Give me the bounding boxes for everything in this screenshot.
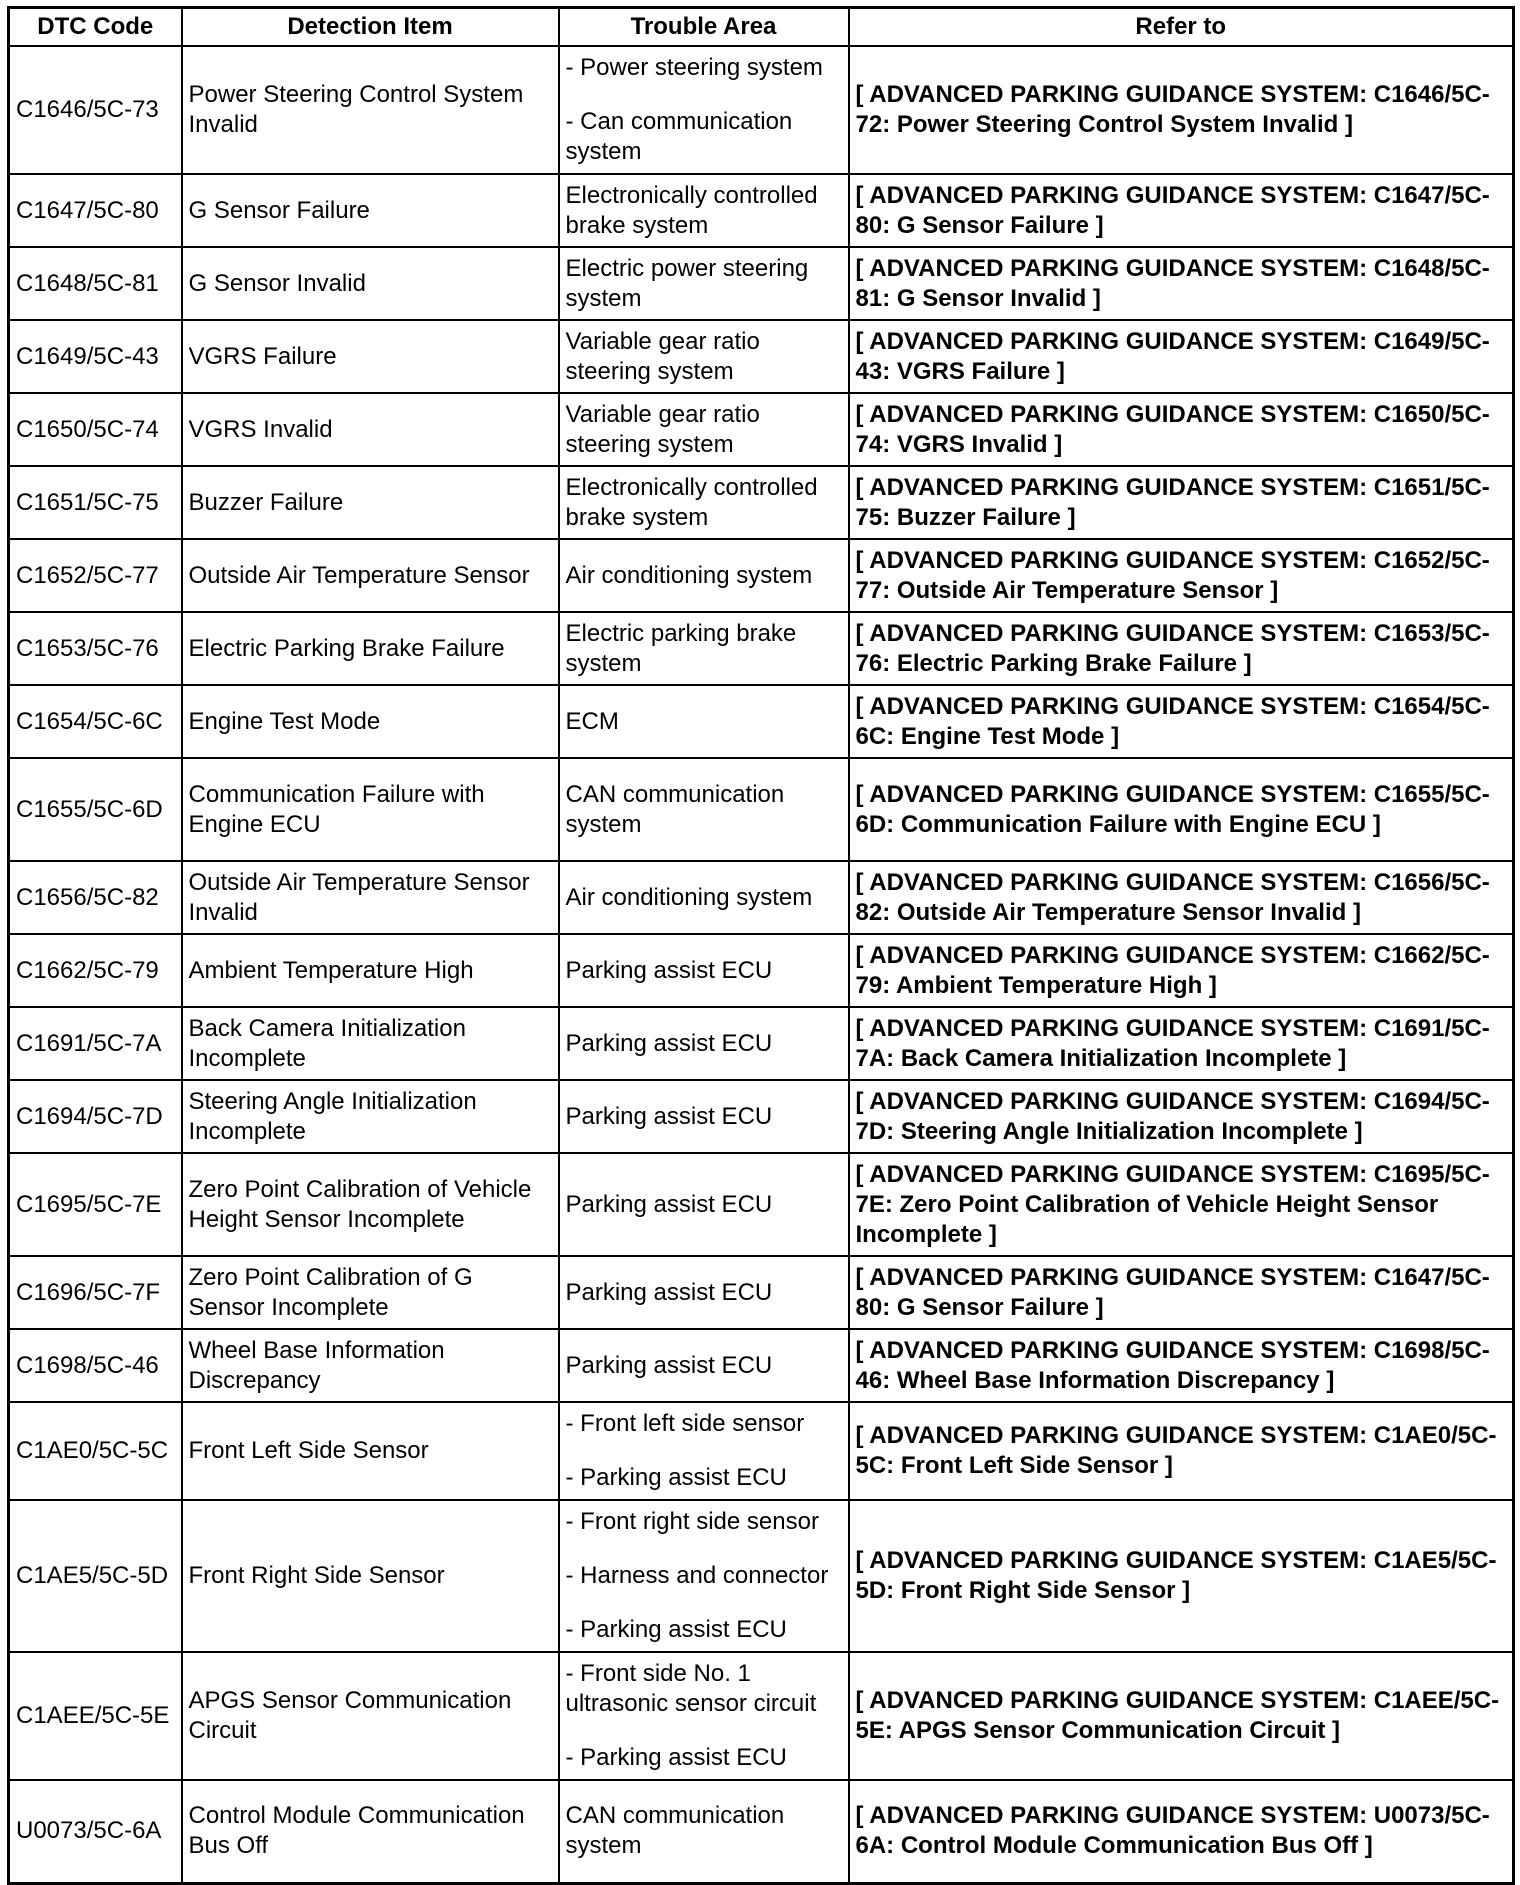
- detection-item-cell: Back Camera Initialization Incomplete: [182, 1007, 559, 1080]
- dtc-code-cell: C1AE5/5C-5D: [9, 1500, 182, 1652]
- refer-to-cell: [ ADVANCED PARKING GUIDANCE SYSTEM: C1662/5C-79: Ambient Temperature High ]: [849, 934, 1514, 1007]
- trouble-area-item: Parking assist ECU: [565, 1029, 773, 1057]
- detection-item-cell: Communication Failure with Engine ECU: [182, 758, 559, 861]
- table-row: [9, 247, 1514, 320]
- refer-to-cell: [ ADVANCED PARKING GUIDANCE SYSTEM: C1695/5C-7E: Zero Point Calibration of Vehicle Height Sensor Incomplete ]: [849, 1153, 1514, 1256]
- trouble-area-cell: [559, 46, 849, 174]
- dtc-code-cell: C1662/5C-79: [9, 934, 182, 1007]
- table-row: [9, 1007, 1514, 1080]
- dtc-code-cell: C1654/5C-6C: [9, 685, 182, 758]
- table-row: [9, 1080, 1514, 1153]
- trouble-area-item: Electric parking brake system: [565, 619, 797, 677]
- detection-item-cell: Electric Parking Brake Failure: [182, 612, 559, 685]
- table-row: [9, 758, 1514, 861]
- trouble-area-cell: [559, 1500, 849, 1652]
- detection-item-cell: Buzzer Failure: [182, 466, 559, 539]
- dtc-code-cell: C1650/5C-74: [9, 393, 182, 466]
- trouble-area-cell: [559, 1007, 849, 1080]
- dtc-code-cell: C1AE0/5C-5C: [9, 1402, 182, 1500]
- refer-to-cell: [ ADVANCED PARKING GUIDANCE SYSTEM: U0073/5C-6A: Control Module Communication Bus Off ]: [849, 1780, 1514, 1883]
- table-row: [9, 539, 1514, 612]
- trouble-area-cell: [559, 1402, 849, 1500]
- table-row: [9, 1329, 1514, 1402]
- refer-to-cell: [ ADVANCED PARKING GUIDANCE SYSTEM: C1654/5C-6C: Engine Test Mode ]: [849, 685, 1514, 758]
- trouble-area-cell: [559, 1080, 849, 1153]
- trouble-area-item: - Parking assist ECU: [565, 1464, 787, 1491]
- header-dtc-code: DTC Code: [9, 8, 182, 47]
- trouble-area-item: Air conditioning system: [565, 883, 813, 911]
- table-header: [9, 8, 1514, 47]
- dtc-code-cell: C1AEE/5C-5E: [9, 1652, 182, 1780]
- trouble-area-item: - Front right side sensor: [565, 1508, 819, 1535]
- dtc-code-cell: C1651/5C-75: [9, 466, 182, 539]
- trouble-area-item: - Front left side sensor: [565, 1410, 805, 1437]
- trouble-area-item: Parking assist ECU: [565, 1102, 773, 1130]
- refer-to-cell: [ ADVANCED PARKING GUIDANCE SYSTEM: C1655/5C-6D: Communication Failure with Engine ECU ]: [849, 758, 1514, 861]
- trouble-area-cell: [559, 466, 849, 539]
- trouble-area-cell: [559, 612, 849, 685]
- table-body: [9, 46, 1514, 1883]
- trouble-area-item: Variable gear ratio steering system: [565, 400, 760, 458]
- table-row: [9, 612, 1514, 685]
- detection-item-cell: VGRS Invalid: [182, 393, 559, 466]
- refer-to-cell: [ ADVANCED PARKING GUIDANCE SYSTEM: C1648/5C-81: G Sensor Invalid ]: [849, 247, 1514, 320]
- refer-to-cell: [ ADVANCED PARKING GUIDANCE SYSTEM: C1649/5C-43: VGRS Failure ]: [849, 320, 1514, 393]
- dtc-code-cell: C1647/5C-80: [9, 174, 182, 247]
- refer-to-cell: [ ADVANCED PARKING GUIDANCE SYSTEM: C1651/5C-75: Buzzer Failure ]: [849, 466, 1514, 539]
- header-trouble-area: Trouble Area: [559, 8, 849, 47]
- refer-to-cell: [ ADVANCED PARKING GUIDANCE SYSTEM: C1647/5C-80: G Sensor Failure ]: [849, 174, 1514, 247]
- detection-item-cell: VGRS Failure: [182, 320, 559, 393]
- trouble-area-cell: [559, 1652, 849, 1780]
- trouble-area-cell: [559, 934, 849, 1007]
- detection-item-cell: Steering Angle Initialization Incomplete: [182, 1080, 559, 1153]
- trouble-area-item: - Harness and connector: [565, 1562, 829, 1589]
- detection-item-cell: Wheel Base Information Discrepancy: [182, 1329, 559, 1402]
- refer-to-cell: [ ADVANCED PARKING GUIDANCE SYSTEM: C1647/5C-80: G Sensor Failure ]: [849, 1256, 1514, 1329]
- table-row: [9, 1256, 1514, 1329]
- table-row: [9, 1780, 1514, 1883]
- header-refer-to: Refer to: [849, 8, 1514, 47]
- detection-item-cell: Engine Test Mode: [182, 685, 559, 758]
- trouble-area-item: - Parking assist ECU: [565, 1744, 787, 1771]
- trouble-area-item: Electronically controlled brake system: [565, 473, 818, 531]
- refer-to-cell: [ ADVANCED PARKING GUIDANCE SYSTEM: C1691/5C-7A: Back Camera Initialization Incomplete ]: [849, 1007, 1514, 1080]
- trouble-area-item: Electronically controlled brake system: [565, 181, 818, 239]
- header-row: [9, 8, 1514, 47]
- detection-item-cell: Control Module Communication Bus Off: [182, 1780, 559, 1883]
- table-row: [9, 1153, 1514, 1256]
- trouble-area-cell: [559, 685, 849, 758]
- dtc-code-cell: C1694/5C-7D: [9, 1080, 182, 1153]
- trouble-area-cell: [559, 1153, 849, 1256]
- trouble-area-cell: [559, 539, 849, 612]
- refer-to-cell: [ ADVANCED PARKING GUIDANCE SYSTEM: C1AEE/5C-5E: APGS Sensor Communication Circuit ]: [849, 1652, 1514, 1780]
- trouble-area-cell: [559, 393, 849, 466]
- trouble-area-cell: [559, 174, 849, 247]
- header-detection-item: Detection Item: [182, 8, 559, 47]
- trouble-area-item: Parking assist ECU: [565, 1190, 773, 1218]
- detection-item-cell: APGS Sensor Communication Circuit: [182, 1652, 559, 1780]
- trouble-area-cell: [559, 861, 849, 934]
- refer-to-cell: [ ADVANCED PARKING GUIDANCE SYSTEM: C1AE5/5C-5D: Front Right Side Sensor ]: [849, 1500, 1514, 1652]
- trouble-area-item: CAN communication system: [565, 1802, 785, 1860]
- table-row: [9, 861, 1514, 934]
- trouble-area-item: - Front side No. 1 ultrasonic sensor circuit: [565, 1660, 817, 1717]
- table-row: [9, 934, 1514, 1007]
- refer-to-cell: [ ADVANCED PARKING GUIDANCE SYSTEM: C1650/5C-74: VGRS Invalid ]: [849, 393, 1514, 466]
- dtc-table: [7, 6, 1515, 1885]
- trouble-area-cell: [559, 247, 849, 320]
- dtc-code-cell: C1653/5C-76: [9, 612, 182, 685]
- trouble-area-item: CAN communication system: [565, 780, 785, 838]
- trouble-area-item: Electric power steering system: [565, 254, 809, 312]
- table-row: [9, 393, 1514, 466]
- dtc-code-cell: C1648/5C-81: [9, 247, 182, 320]
- trouble-area-item: - Power steering system: [565, 54, 823, 81]
- detection-item-cell: Power Steering Control System Invalid: [182, 46, 559, 174]
- detection-item-cell: G Sensor Invalid: [182, 247, 559, 320]
- trouble-area-item: - Parking assist ECU: [565, 1616, 787, 1643]
- trouble-area-item: - Can communication system: [565, 108, 793, 165]
- table-row: [9, 320, 1514, 393]
- table-row: [9, 685, 1514, 758]
- trouble-area-cell: [559, 320, 849, 393]
- table-row: [9, 46, 1514, 174]
- table-row: [9, 1402, 1514, 1500]
- detection-item-cell: Zero Point Calibration of G Sensor Incomplete: [182, 1256, 559, 1329]
- trouble-area-item: Parking assist ECU: [565, 1278, 773, 1306]
- dtc-code-cell: U0073/5C-6A: [9, 1780, 182, 1883]
- trouble-area-cell: [559, 1780, 849, 1883]
- dtc-code-cell: C1649/5C-43: [9, 320, 182, 393]
- refer-to-cell: [ ADVANCED PARKING GUIDANCE SYSTEM: C1646/5C-72: Power Steering Control System Invalid ]: [849, 46, 1514, 174]
- detection-item-cell: Ambient Temperature High: [182, 934, 559, 1007]
- dtc-code-cell: C1696/5C-7F: [9, 1256, 182, 1329]
- detection-item-cell: Front Right Side Sensor: [182, 1500, 559, 1652]
- refer-to-cell: [ ADVANCED PARKING GUIDANCE SYSTEM: C1AE0/5C-5C: Front Left Side Sensor ]: [849, 1402, 1514, 1500]
- trouble-area-cell: [559, 758, 849, 861]
- detection-item-cell: Outside Air Temperature Sensor Invalid: [182, 861, 559, 934]
- trouble-area-cell: [559, 1329, 849, 1402]
- detection-item-cell: Front Left Side Sensor: [182, 1402, 559, 1500]
- dtc-code-cell: C1691/5C-7A: [9, 1007, 182, 1080]
- dtc-code-cell: C1646/5C-73: [9, 46, 182, 174]
- dtc-code-cell: C1698/5C-46: [9, 1329, 182, 1402]
- dtc-code-cell: C1655/5C-6D: [9, 758, 182, 861]
- trouble-area-item: Air conditioning system: [565, 561, 813, 589]
- detection-item-cell: Zero Point Calibration of Vehicle Height Sensor Incomplete: [182, 1153, 559, 1256]
- refer-to-cell: [ ADVANCED PARKING GUIDANCE SYSTEM: C1698/5C-46: Wheel Base Information Discrepancy ]: [849, 1329, 1514, 1402]
- dtc-code-cell: C1695/5C-7E: [9, 1153, 182, 1256]
- detection-item-cell: Outside Air Temperature Sensor: [182, 539, 559, 612]
- table-row: [9, 174, 1514, 247]
- dtc-code-cell: C1652/5C-77: [9, 539, 182, 612]
- table-row: [9, 466, 1514, 539]
- trouble-area-cell: [559, 1256, 849, 1329]
- trouble-area-item: Parking assist ECU: [565, 1351, 773, 1379]
- detection-item-cell: G Sensor Failure: [182, 174, 559, 247]
- trouble-area-item: Variable gear ratio steering system: [565, 327, 760, 385]
- refer-to-cell: [ ADVANCED PARKING GUIDANCE SYSTEM: C1656/5C-82: Outside Air Temperature Sensor Invalid ]: [849, 861, 1514, 934]
- dtc-code-cell: C1656/5C-82: [9, 861, 182, 934]
- refer-to-cell: [ ADVANCED PARKING GUIDANCE SYSTEM: C1653/5C-76: Electric Parking Brake Failure ]: [849, 612, 1514, 685]
- trouble-area-item: ECM: [565, 707, 619, 735]
- refer-to-cell: [ ADVANCED PARKING GUIDANCE SYSTEM: C1694/5C-7D: Steering Angle Initialization Incomplete ]: [849, 1080, 1514, 1153]
- table-row: [9, 1500, 1514, 1652]
- refer-to-cell: [ ADVANCED PARKING GUIDANCE SYSTEM: C1652/5C-77: Outside Air Temperature Sensor ]: [849, 539, 1514, 612]
- trouble-area-item: Parking assist ECU: [565, 956, 773, 984]
- table-row: [9, 1652, 1514, 1780]
